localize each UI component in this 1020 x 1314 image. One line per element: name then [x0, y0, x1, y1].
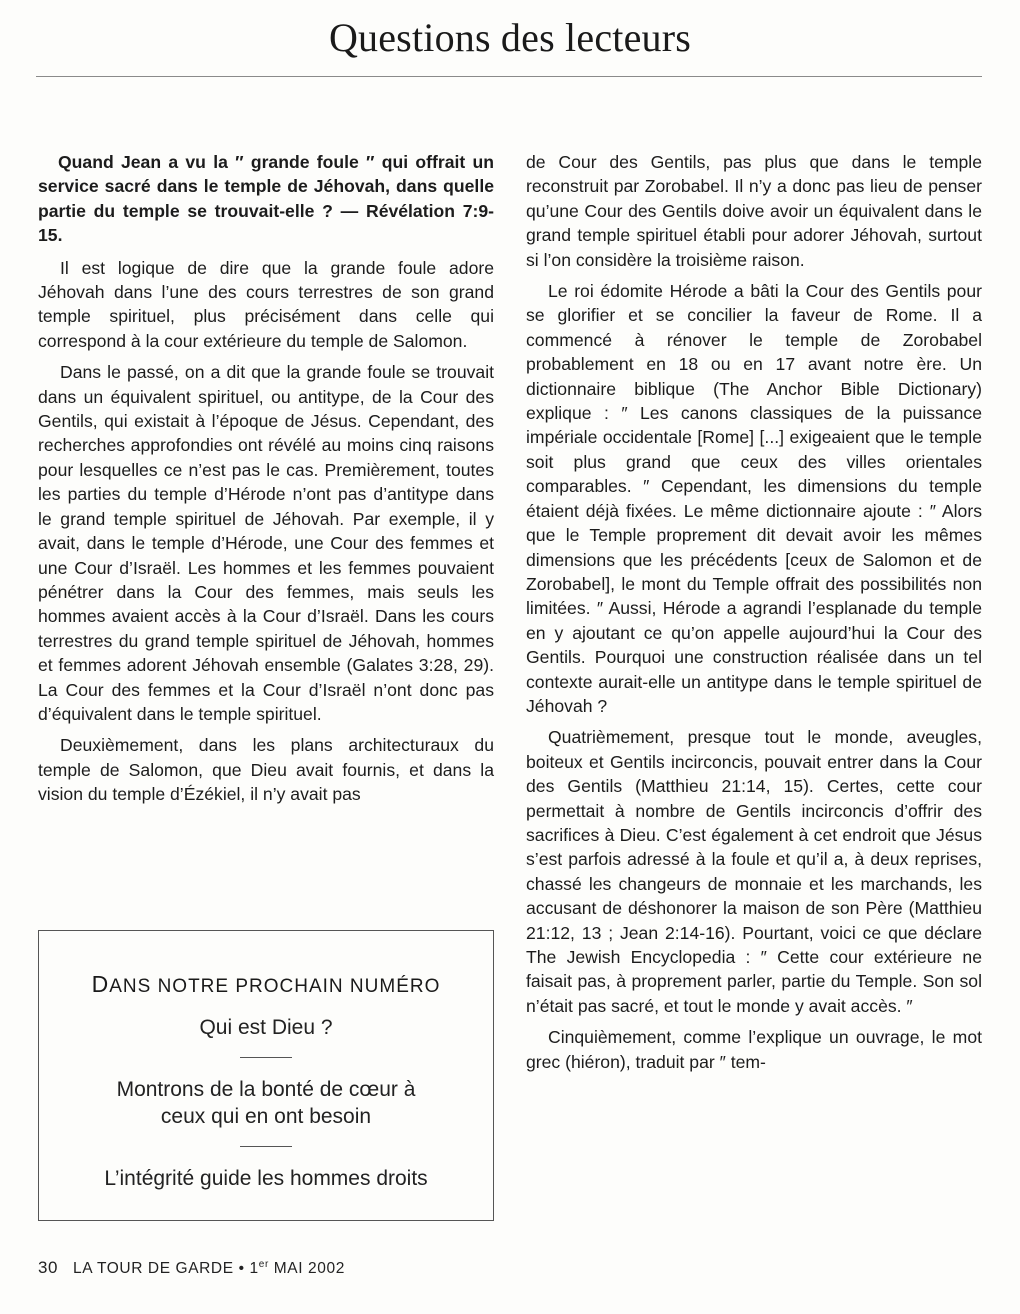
paragraph: Il est logique de dire que la grande foule adore Jéhovah dans l’une des cours terrestres de son grand temple spirituel, plus précisément dans celle qui correspond à la cour extérieure du temple de Salomon.	[38, 257, 494, 351]
next-issue-title-rest: ANS NOTRE PROCHAIN NUMÉRO	[109, 976, 441, 997]
page-number: 30	[38, 1258, 59, 1277]
footer-bullet: •	[238, 1260, 245, 1277]
right-column	[526, 150, 982, 1081]
paragraph: Le roi édomite Hérode a bâti la Cour des Gentils pour se glorifier et se concilier la faveur de Rome. Il a commencé à rénover le temple de Zorobabel probablement en 18 ou en 17 avant notre ère. Un dictionnaire biblique (The Anchor Bible Dictionary) explique : ″ Les canons classiques de la puissance impériale occidentale [Rome] [...] exigeaient que le temple soit plus grand que ceux des villes orientales comparables. ″ Cependant, les dimensions du temple étaient déjà fixées. Le même dictionnaire ajoute : ″ Alors que le Temple proprement dit devait avoir les mêmes dimensions que les précédents [ceux de Salomon et de Zorobabel], le mont du Temple offrait des possibilités non limitées. ″ Aussi, Hérode a agrandi l’esplanade du temple en y ajoutant ce qu’on appelle aujourd’hui la Cour des Gentils. Pourquoi une construction réalisée dans un tel contexte aurait-elle un antitype dans le temple spirituel de Jéhovah ?	[526, 281, 982, 716]
paragraph: Deuxièmement, dans les plans architecturaux du temple de Salomon, que Dieu avait fournis, et dans la vision du temple d’Ézékiel, il n’y avait pas	[38, 735, 494, 805]
page-header	[0, 14, 1020, 61]
paragraph: de Cour des Gentils, pas plus que dans le temple reconstruit par Zorobabel. Il n’y a donc pas lieu de penser qu’une Cour des Gentils doive avoir un équivalent dans le grand temple spirituel établi pour adorer Jéhovah, surtout si l’on considère la troisième raison.	[526, 152, 982, 270]
publication-name: LA TOUR DE GARDE	[73, 1260, 234, 1277]
page-footer	[38, 1258, 345, 1278]
header-divider	[36, 76, 982, 77]
next-issue-box	[38, 930, 494, 1221]
issue-day-suffix: er	[258, 1258, 269, 1270]
next-issue-item: Montrons de la bonté de cœur à ceux qui en ont besoin	[116, 1078, 416, 1128]
paragraph: Dans le passé, on a dit que la grande foule se trouvait dans un équivalent spirituel, ou antitype, de la Cour des Gentils, qui existait à l’époque de Jésus. Cependant, des recherches approfondies ont révélé au moins cinq raisons pour lesquelles ce n’est pas le cas. Premièrement, toutes les parties du temple d’Hérode n’ont pas d’antitype dans le grand temple spirituel de Jéhovah. Par exemple, il y avait, dans le temple d’Hérode, une Cour des femmes et une Cour d’Israël. Les hommes et les femmes pouvaient pénétrer dans la Cour des femmes, mais seuls les hommes avaient accès à la Cour d’Israël. Dans les cours terrestres du grand temple spirituel de Jéhovah, hommes et femmes adorent Jéhovah ensemble (Galates 3:28, 29). La Cour des femmes et la Cour d’Israël n’ont donc pas d’équivalent dans le temple spirituel.	[38, 362, 494, 724]
reader-question: Quand Jean a vu la ″ grande foule ″ qui offrait un service sacré dans le temple de Jéhovah, dans quelle partie du temple se trouvait-elle ? — Révélation 7:9-15.	[38, 152, 494, 246]
next-issue-title	[39, 971, 493, 998]
paragraph: Quatrièmement, presque tout le monde, aveugles, boiteux et Gentils incirconcis, pouvait entrer dans la Cour des Gentils (Matthieu 21:14, 15). Certes, cette cour permettait à nombre de Gentils incirconcis d’offrir des sacrifices à Dieu. C’est également à cet endroit que Jésus s’est parfois adressé à la foule et qu’il a, à deux reprises, chassé les changeurs de monnaie et les marchands, les accusant de déshonorer la maison de son Père (Matthieu 21:12, 13 ; Jean 2:14-16). Pourtant, voici ce que déclare The Jewish Encyclopedia : ″ Cette cour extérieure ne faisait pas, à proprement parler, partie du Temple. Son sol n’était pas sacré, et tout le monde y avait accès. ″	[526, 727, 982, 1016]
issue-month-year: MAI 2002	[273, 1260, 345, 1277]
next-issue-title-initial: D	[91, 971, 110, 997]
next-issue-item: Qui est Dieu ?	[199, 1016, 333, 1039]
left-column	[38, 150, 494, 814]
page-title: Questions des lecteurs	[328, 15, 692, 60]
next-issue-item: L’intégrité guide les hommes droits	[104, 1167, 428, 1190]
box-separator	[240, 1057, 292, 1058]
paragraph: Cinquièmement, comme l’explique un ouvrage, le mot grec (hiéron), traduit par ″ tem-	[526, 1027, 982, 1072]
box-separator	[240, 1146, 292, 1147]
issue-day: 1	[249, 1260, 259, 1277]
